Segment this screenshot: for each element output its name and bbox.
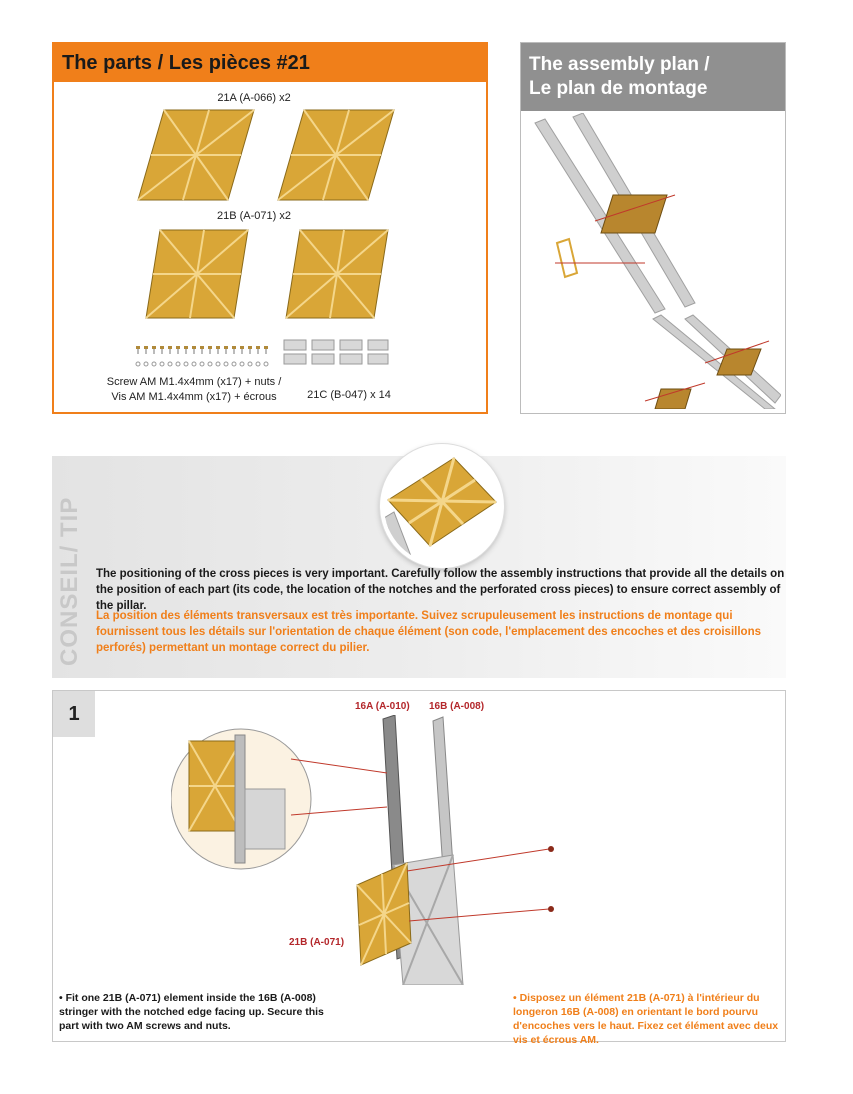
part-21a-image bbox=[124, 106, 424, 206]
screws-image bbox=[134, 342, 274, 372]
screws-label-fr: Vis AM M1.4x4mm (x17) + écrous bbox=[111, 391, 277, 403]
step-1-panel bbox=[52, 690, 786, 1046]
part-21b-image bbox=[124, 224, 424, 324]
step-1-diagram bbox=[171, 715, 561, 985]
step-1-text-en: • Fit one 21B (A-071) element inside the 16B (A-008) stringer with the notched edge facing up. Secure this part with two AM screws and nuts. bbox=[59, 992, 324, 1032]
tip-detail-image bbox=[380, 444, 504, 568]
tip-detail-illustration bbox=[384, 448, 500, 564]
part-21a-label: 21A (A-066) x2 bbox=[217, 92, 291, 104]
assembly-plan-title-en: The assembly plan / bbox=[529, 54, 710, 75]
part-21b-label: 21B (A-071) x2 bbox=[217, 210, 291, 222]
tip-text-fr: La position des éléments transversaux est très importante. Suivez scrupuleusement les instructions de montage qui fournissent tous les détails sur l'orientation de chaque élément (son code, l'emplacement des encoches et des croisillons perforés) permettant un montage correct du pilier. bbox=[96, 610, 761, 654]
tip-vertical-text: CONSEIL/ TIP bbox=[56, 496, 83, 666]
part-21c-label: 21C (B-047) x 14 bbox=[307, 389, 391, 401]
tip-vertical-label bbox=[52, 496, 92, 670]
parts-title: The parts / Les pièces #21 bbox=[54, 44, 486, 82]
label-16a: 16A (A-010) bbox=[355, 701, 410, 712]
step-1-text-fr: • Disposez un élément 21B (A-071) à l'intérieur du longeron 16B (A-008) en orientant le bord pourvu d'encoches vers le haut. Fixez cet élément avec deux vis et écrous AM. bbox=[513, 992, 779, 1046]
assembly-plan-panel bbox=[520, 42, 786, 414]
step-number: 1 bbox=[53, 691, 95, 737]
part-21c-image bbox=[280, 334, 392, 370]
screws-label-en: Screw AM M1.4x4mm (x17) + nuts / bbox=[106, 376, 282, 388]
parts-panel bbox=[52, 42, 488, 414]
assembly-plan-title-fr: Le plan de montage bbox=[529, 78, 708, 99]
tip-text-en: The positioning of the cross pieces is very important. Carefully follow the assembly instructions that provide all the details on the position of each part (its code, the location of the notches and the perforated cross pieces) to ensure correct assembly of the pillar. bbox=[96, 568, 785, 612]
label-21b: 21B (A-071) bbox=[289, 937, 345, 948]
assembly-plan-diagram bbox=[525, 113, 781, 409]
label-16b: 16B (A-008) bbox=[429, 701, 485, 712]
assembly-plan-header bbox=[521, 43, 785, 111]
